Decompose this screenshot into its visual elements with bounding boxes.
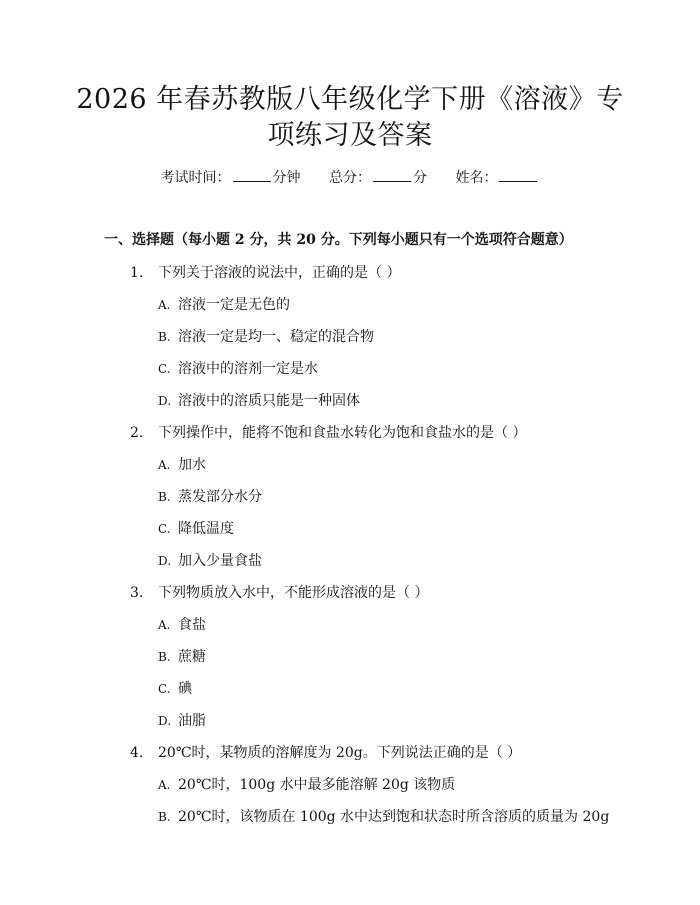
question-2 [130,422,526,442]
option-3a [158,614,206,634]
option-text: 溶液一定是均一、稳定的混合物 [178,329,374,345]
name-label: 姓名： [455,170,498,186]
option-2d [158,550,262,570]
time-blank [233,169,271,182]
option-letter: B. [158,650,171,664]
option-text: 降低温度 [178,521,234,537]
option-letter: A. [158,458,171,472]
question-1 [130,262,400,282]
option-letter: D. [158,714,172,728]
option-text: 食盐 [178,617,206,633]
option-letter: D. [158,554,172,568]
question-number: 1. [130,265,144,281]
name-blank [499,169,537,182]
option-2b [158,486,262,506]
option-3c [158,678,192,698]
option-4a [158,774,455,794]
score-label: 总分： [329,170,371,186]
option-text: 加水 [178,457,206,473]
exam-meta [0,167,700,187]
option-letter: C. [158,682,171,696]
option-text: 溶液一定是无色的 [178,297,290,313]
score-field [329,170,431,186]
option-text: 20℃时，该物质在 100g 水中达到饱和状态时所含溶质的质量为 20g [178,809,610,825]
option-letter: B. [158,330,171,344]
page-title-line2: 项练习及答案 [267,120,433,151]
name-field [455,170,539,186]
score-blank [373,169,411,182]
option-letter: C. [158,522,171,536]
option-1c [158,358,318,378]
option-letter: A. [158,778,171,792]
question-3 [130,582,428,602]
option-text: 加入少量食盐 [178,553,262,569]
option-text: 溶液中的溶质只能是一种固体 [178,393,360,409]
question-number: 3. [130,585,144,601]
option-text: 蒸发部分水分 [178,489,262,505]
question-text: 20℃时，某物质的溶解度为 20g。下列说法正确的是（ ） [158,745,522,761]
option-letter: A. [158,298,171,312]
time-label: 考试时间： [160,170,231,186]
question-number: 4. [130,745,144,761]
question-number: 2. [130,425,144,441]
option-2a [158,454,206,474]
option-letter: A. [158,618,171,632]
score-unit: 分 [413,170,427,186]
section-heading: 一、选择题（每小题 2 分，共 20 分。下列每小题只有一个选项符合题意） [104,232,573,248]
question-text: 下列操作中，能将不饱和食盐水转化为饱和食盐水的是（ ） [158,425,527,441]
option-text: 20℃时，100g 水中最多能溶解 20g 该物质 [178,777,456,793]
time-unit: 分钟 [272,170,301,186]
time-field [161,170,305,186]
option-letter: D. [158,394,172,408]
option-1a [158,294,290,314]
question-4 [130,742,521,762]
option-1d [158,390,360,410]
option-1b [158,326,374,346]
question-text: 下列关于溶液的说法中，正确的是（ ） [158,265,401,281]
option-2c [158,518,234,538]
option-text: 溶液中的溶剂一定是水 [178,361,318,377]
option-letter: B. [158,490,171,504]
page-title-line1: 2026 年春苏教版八年级化学下册《溶液》专 [76,84,624,115]
option-3d [158,710,206,730]
option-4b [158,806,609,826]
option-text: 油脂 [178,713,206,729]
option-3b [158,646,206,666]
option-text: 碘 [178,681,192,697]
option-letter: C. [158,362,171,376]
option-letter: B. [158,810,171,824]
option-text: 蔗糖 [178,649,206,665]
question-text: 下列物质放入水中，不能形成溶液的是（ ） [158,585,429,601]
